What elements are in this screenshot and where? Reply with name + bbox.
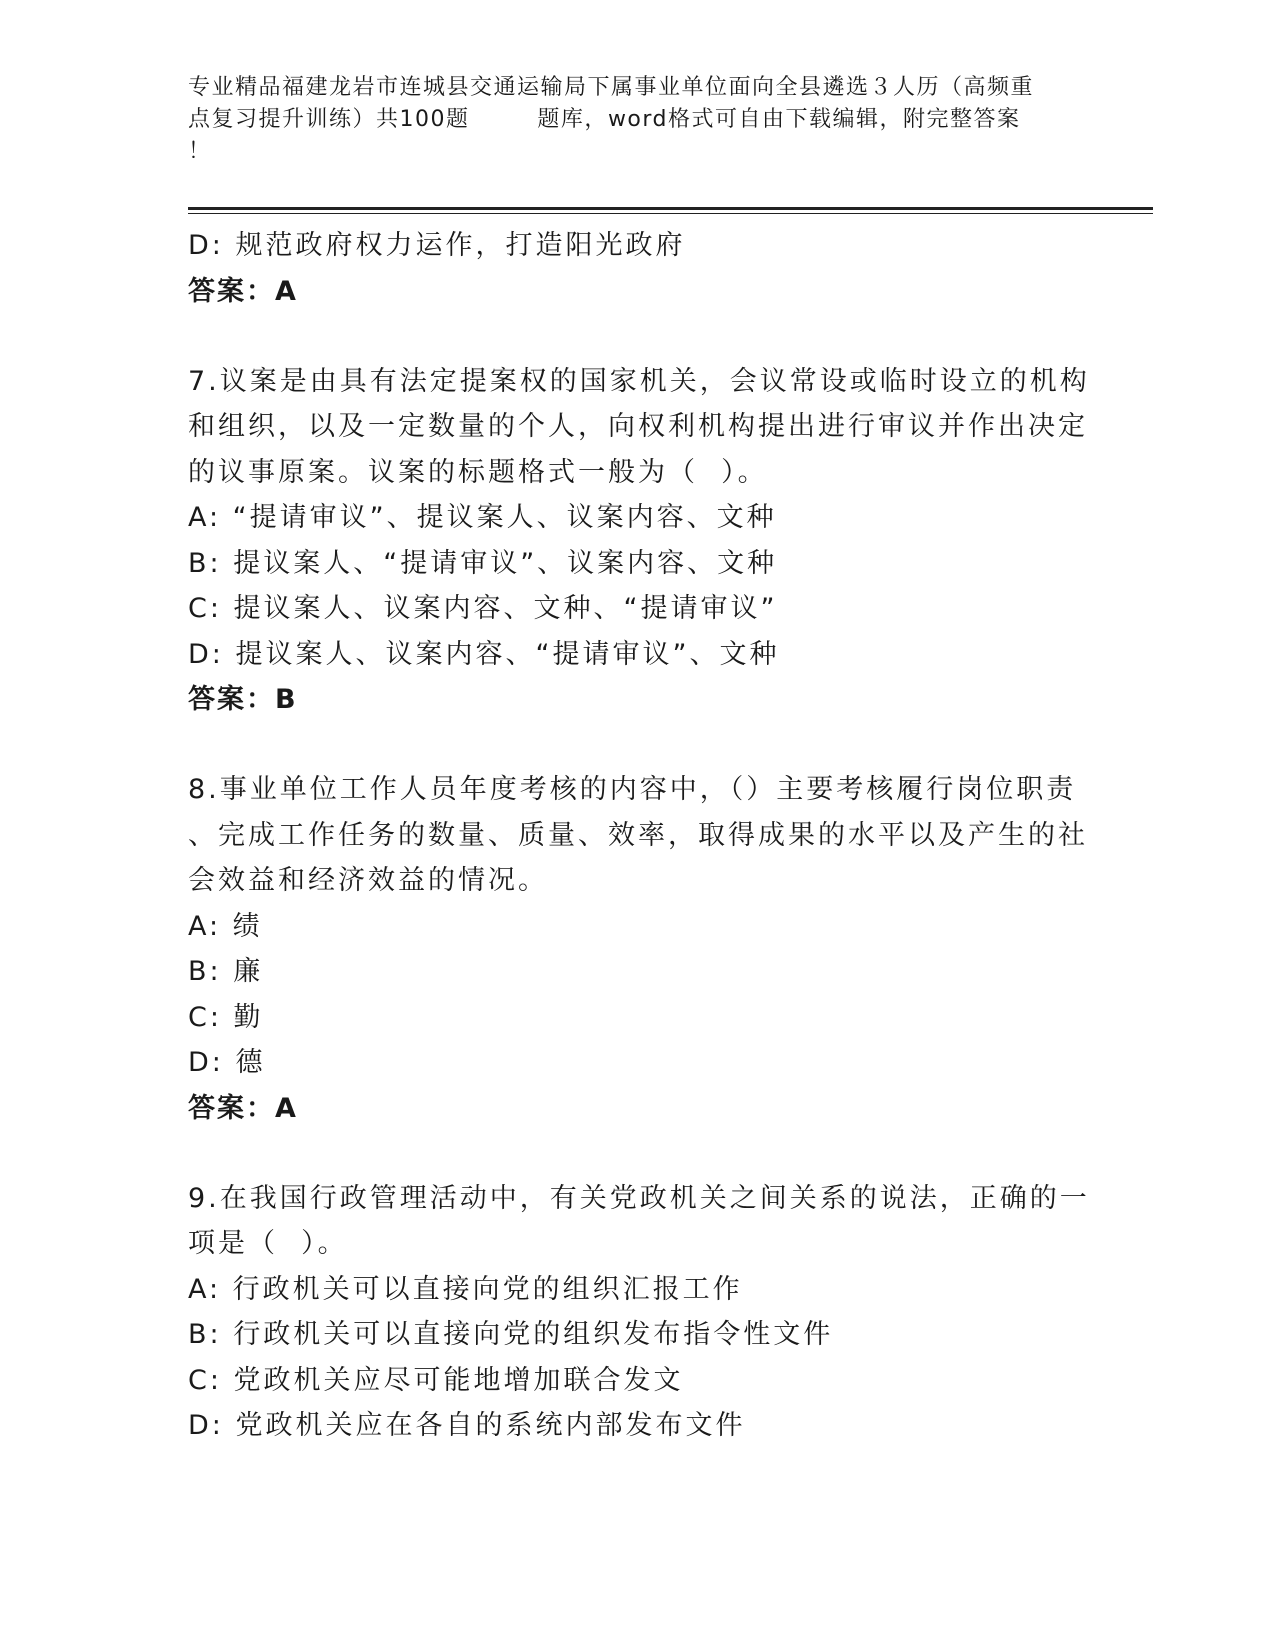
option-b: B: 提议案人、“提请审议”、议案内容、文种 [188,547,778,579]
question-8 [188,767,1088,1132]
answer-line: 答案：B [188,684,298,715]
option-d: D: 德 [188,1047,266,1078]
option-a: A: 行政机关可以直接向党的组织汇报工作 [188,1273,743,1305]
question-stem-line: 、完成工作任务的数量、质量、效率，取得成果的水平以及产生的社 [188,819,1088,851]
header-line: 专业精品福建龙岩市连城县交通运输局下属事业单位面向全县遴选３人历（高频重 [188,75,1035,100]
header-divider-thin [188,213,1153,214]
question-stem-line: 会效益和经济效益的情况。 [188,865,548,896]
option-d: D: 党政机关应在各自的系统内部发布文件 [188,1410,746,1441]
header-divider-thick [188,207,1153,210]
question-9 [188,1176,1088,1449]
option-b: B: 行政机关可以直接向党的组织发布指令性文件 [188,1319,834,1350]
option-c: C: 党政机关应尽可能地增加联合发文 [188,1364,684,1396]
question-stem-line: 的议事原案。议案的标题格式一般为（ ）。 [188,456,768,488]
question-stem-line: 项是（ ）。 [188,1228,348,1259]
option-a: A: “提请审议”、提议案人、议案内容、文种 [188,502,777,533]
question-stem-line: 和组织，以及一定数量的个人，向权利机构提出进行审议并作出决定 [188,411,1088,442]
question-7 [188,359,1088,724]
answer-line: 答案：A [188,1092,298,1124]
header-line: 点复习提升训练）共100题 题库，word格式可自由下载编辑，附完整答案 [188,107,1021,132]
option-a: A: 绩 [188,910,263,942]
option-c: C: 提议案人、议案内容、文种、“提请审议” [188,593,778,624]
question-stem-line: 7.议案是由具有法定提案权的国家机关，会议常设或临时设立的机构 [188,365,1090,397]
answer-line: 答案：A [188,275,298,307]
option-d: D: 规范政府权力运作，打造阳光政府 [188,230,686,261]
prev-question-tail [188,223,1088,315]
header-line: ！ [188,139,212,164]
option-c: C: 勤 [188,1001,264,1033]
document-header [188,72,1088,168]
document-body [188,223,1088,1449]
option-d: D: 提议案人、议案内容、“提请审议”、文种 [188,638,780,670]
question-stem-line: 8.事业单位工作人员年度考核的内容中，（）主要考核履行岗位职责 [188,774,1077,805]
question-stem-line: 9.在我国行政管理活动中，有关党政机关之间关系的说法，正确的一 [188,1182,1090,1214]
option-b: B: 廉 [188,956,264,987]
